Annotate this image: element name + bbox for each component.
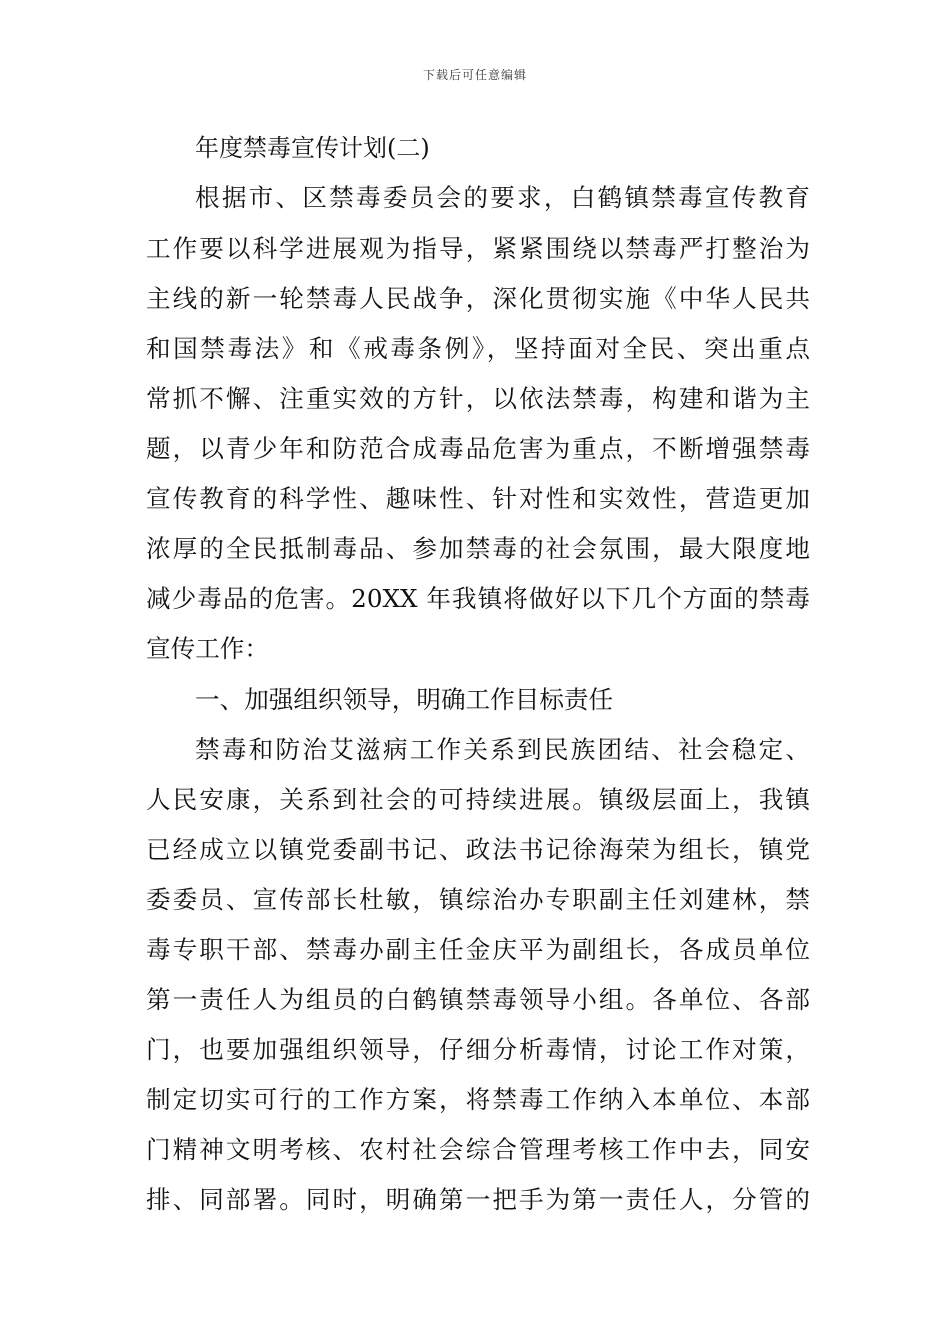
paragraph-line: 毒专职干部、禁毒办副主任金庆平为副组长，各成员单位 [146,935,810,964]
paragraph-line: 第一责任人为组员的白鹤镇禁毒领导小组。各单位、各部 [146,985,810,1014]
header-note: 下载后可任意编辑 [422,68,527,82]
paragraph-line: 和国禁毒法》和《戒毒条例》，坚持面对全民、突出重点 [146,334,810,363]
paragraph-line: 宣传工作： [146,634,269,663]
paragraph-line: 减少毒品的危害。20XX 年我镇将做好以下几个方面的禁毒 [146,584,810,613]
paragraph-line: 工作要以科学进展观为指导，紧紧围绕以禁毒严打整治为 [146,234,810,263]
paragraph-line: 排、同部署。同时，明确第一把手为第一责任人，分管的 [146,1185,810,1214]
paragraph-line: 门，也要加强组织领导，仔细分析毒情，讨论工作对策， [146,1035,810,1064]
paragraph-line: 常抓不懈、注重实效的方针，以依法禁毒，构建和谐为主 [146,384,810,413]
section-heading: 一、加强组织领导，明确工作目标责任 [195,685,614,714]
paragraph-line: 题，以青少年和防范合成毒品危害为重点，不断增强禁毒 [146,434,810,463]
document-title: 年度禁毒宣传计划(二) [195,134,430,162]
paragraph-line: 根据市、区禁毒委员会的要求，白鹤镇禁毒宣传教育 [195,183,810,212]
paragraph-line: 已经成立以镇党委副书记、政法书记徐海荣为组长，镇党 [146,835,810,864]
paragraph-line: 人民安康，关系到社会的可持续进展。镇级层面上，我镇 [146,785,810,814]
paragraph-line: 制定切实可行的工作方案，将禁毒工作纳入本单位、本部 [146,1085,810,1114]
paragraph-line: 主线的新一轮禁毒人民战争，深化贯彻实施《中华人民共 [146,284,810,313]
paragraph-line: 浓厚的全民抵制毒品、参加禁毒的社会氛围，最大限度地 [146,534,810,563]
paragraph-line: 宣传教育的科学性、趣味性、针对性和实效性，营造更加 [146,484,810,513]
paragraph-line: 委委员、宣传部长杜敏，镇综治办专职副主任刘建林，禁 [146,885,810,914]
paragraph-line: 禁毒和防治艾滋病工作关系到民族团结、社会稳定、 [195,735,810,764]
paragraph-line: 门精神文明考核、农村社会综合管理考核工作中去，同安 [146,1135,810,1164]
